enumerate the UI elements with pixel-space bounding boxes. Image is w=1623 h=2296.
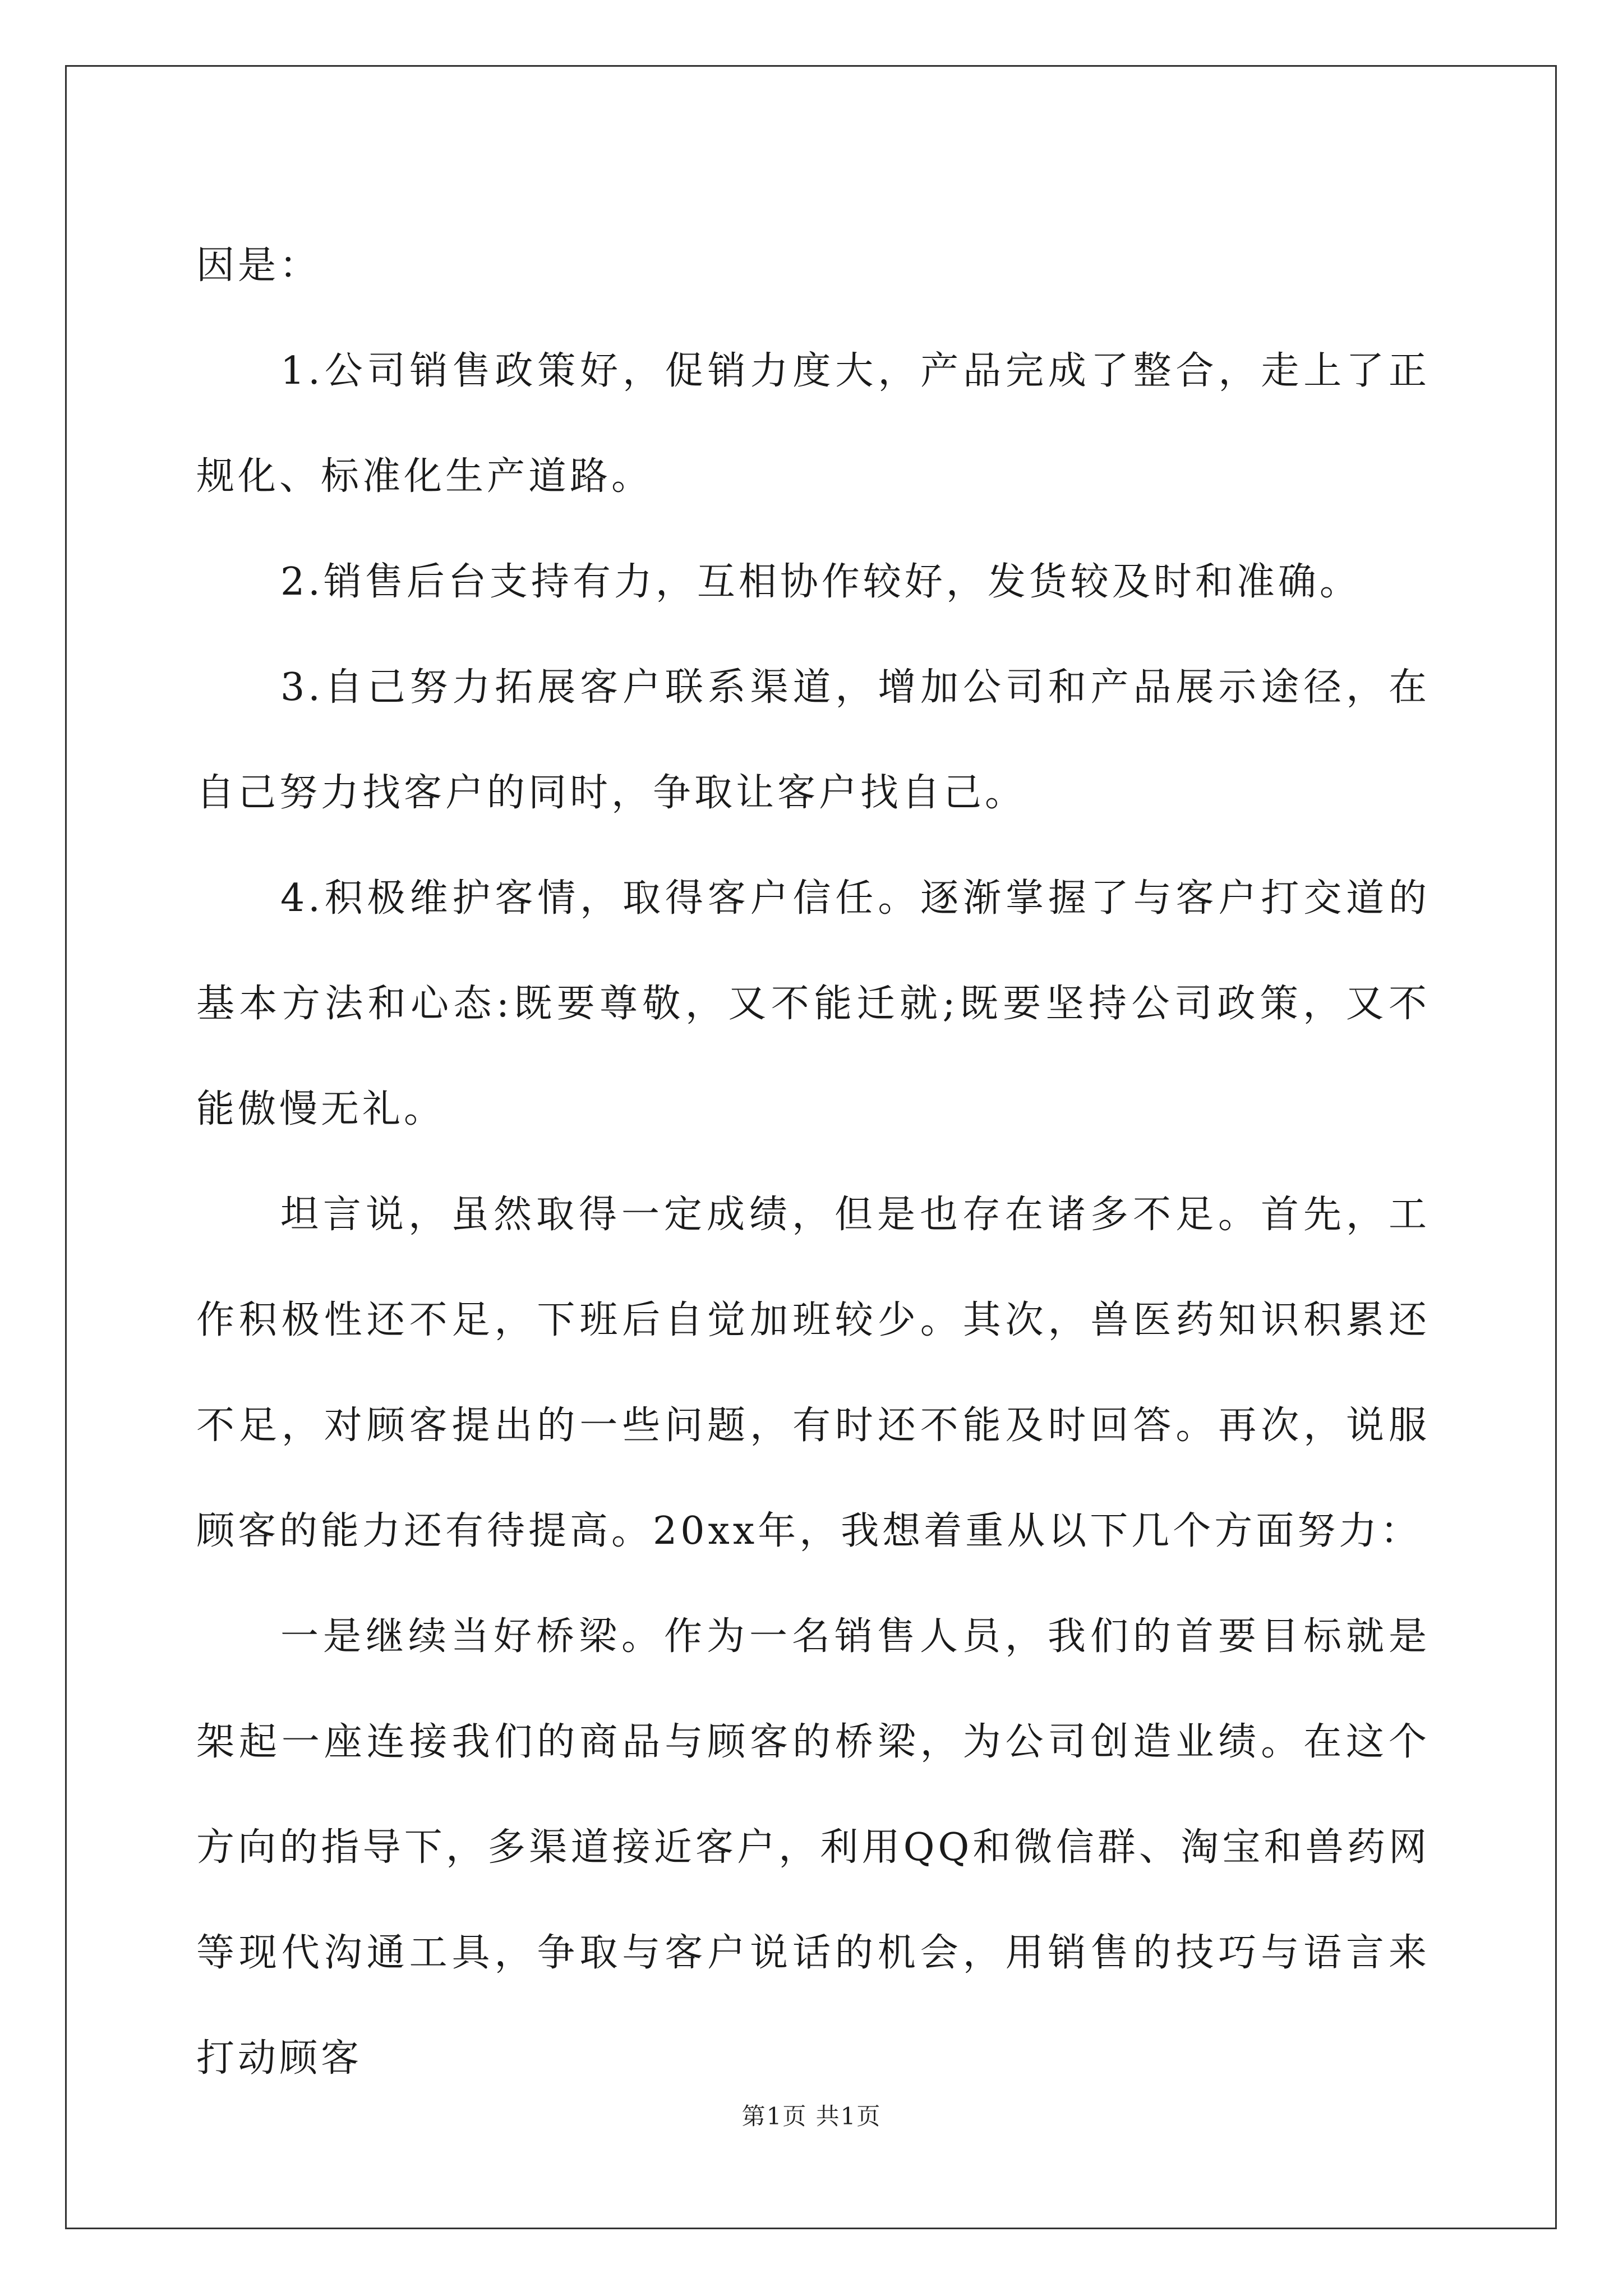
paragraph-1: 因是： bbox=[196, 243, 321, 288]
paragraph-2: 1.公司销售政策好，促销力度大，产品完成了整合，走上了正规化、标准化生产道路。 bbox=[196, 349, 1430, 499]
paragraph-5: 4.积极维护客情，取得客户信任。逐渐掌握了与客户打交道的基本方法和心态:既要尊敬，又不能迁就;既要坚持公司政策，又不能傲慢无礼。 bbox=[196, 876, 1430, 1131]
paragraph-6: 坦言说，虽然取得一定成绩，但是也存在诸多不足。首先，工作积极性还不足，下班后自觉加班较少。其次，兽医药知识积累还不足，对顾客提出的一些问题，有时还不能及时回答。再次，说服顾客的能力还有待提高。20xx年，我想着重从以下几个方面努力： bbox=[196, 1193, 1430, 1553]
paragraph-7: 一是继续当好桥梁。作为一名销售人员，我们的首要目标就是架起一座连接我们的商品与顾客的桥梁，为公司创造业绩。在这个方向的指导下，多渠道接近客户，利用QQ和微信群、淘宝和兽药网等现代沟通工具，争取与客户说话的机会，用销售的技巧与语言来打动顾客 bbox=[196, 1614, 1430, 2081]
document-body bbox=[196, 213, 1430, 2111]
paragraph-4: 3.自己努力拓展客户联系渠道，增加公司和产品展示途径，在自己努力找客户的同时，争取让客户找自己。 bbox=[196, 665, 1430, 815]
page-footer: 第1页 共1页 bbox=[741, 2102, 882, 2130]
paragraph-3: 2.销售后台支持有力，互相协作较好，发货较及时和准确。 bbox=[280, 560, 1361, 604]
